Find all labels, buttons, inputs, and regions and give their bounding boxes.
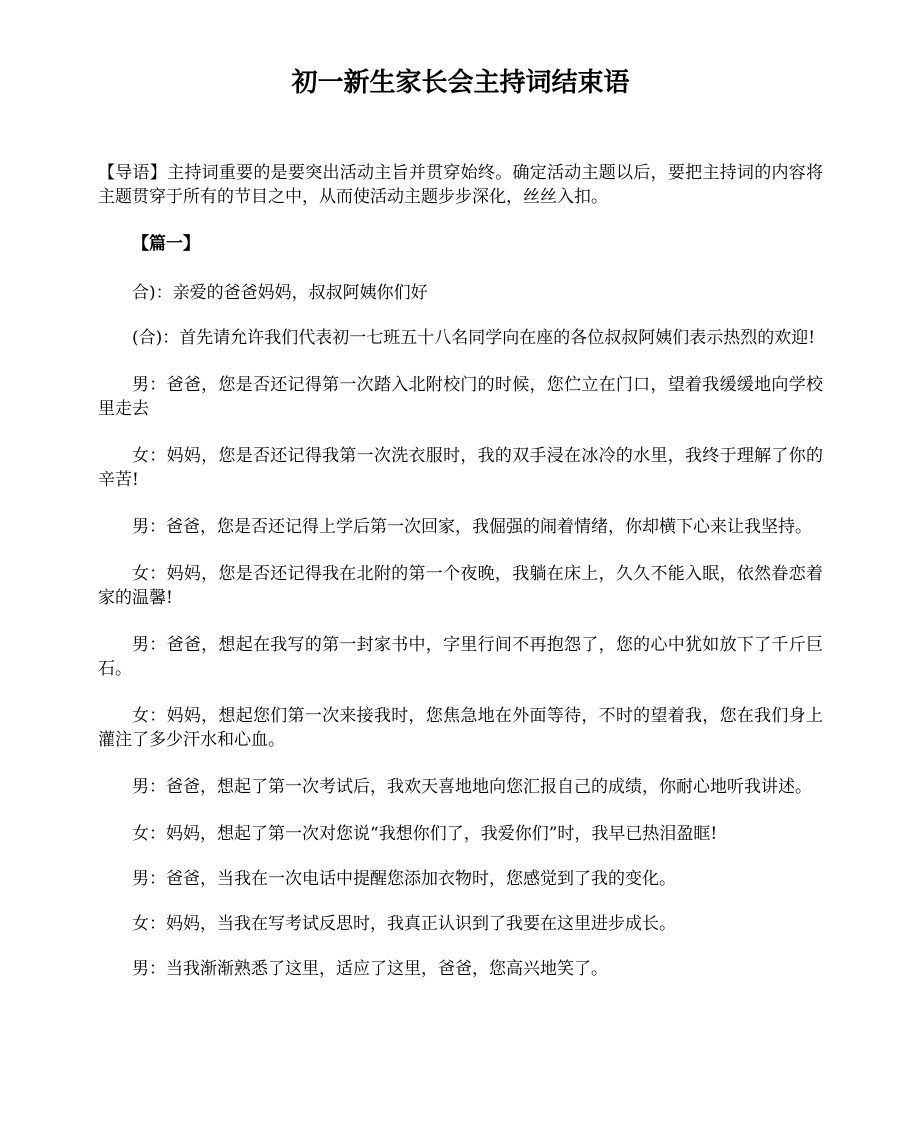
paragraph: 男：当我渐渐熟悉了这里，适应了这里，爸爸，您高兴地笑了。 bbox=[132, 959, 608, 979]
document-title: 初一新生家长会主持词结束语 bbox=[291, 68, 630, 98]
paragraph: 合)：亲爱的爸爸妈妈，叔叔阿姨你们好 bbox=[132, 283, 428, 303]
paragraph: 男：爸爸，想起在我写的第一封家书中，字里行间不再抱怨了，您的心中犹如放下了千斤巨石。 bbox=[98, 635, 823, 679]
document-body bbox=[98, 161, 823, 981]
paragraph: 男：爸爸，您是否还记得上学后第一次回家，我倔强的闹着情绪，你却横下心来让我坚持。 bbox=[132, 517, 812, 537]
section-heading: 【篇一】 bbox=[132, 234, 200, 254]
paragraph: (合)：首先请允许我们代表初一七班五十八名同学向在座的各位叔叔阿姨们表示热烈的欢迎! bbox=[132, 328, 816, 348]
paragraph: 男：爸爸，想起了第一次考试后，我欢天喜地地向您汇报自己的成绩，你耐心地听我讲述。 bbox=[132, 777, 812, 797]
paragraph: 女：妈妈，想起了第一次对您说“我想你们了，我爱你们”时，我早已热泪盈眶! bbox=[132, 824, 718, 844]
paragraph: 女：妈妈，想起您们第一次来接我时，您焦急地在外面等待，不时的望着我，您在我们身上灌注了多少汗水和心血。 bbox=[98, 706, 823, 750]
paragraph: 女：妈妈，当我在写考试反思时，我真正认识到了我要在这里进步成长。 bbox=[132, 914, 676, 934]
paragraph: 女：妈妈，您是否还记得我第一次洗衣服时，我的双手浸在冰冷的水里，我终于理解了你的辛苦! bbox=[98, 446, 823, 490]
paragraph: 男：爸爸，当我在一次电话中提醒您添加衣物时，您感觉到了我的变化。 bbox=[132, 869, 676, 889]
intro-paragraph: 【导语】主持词重要的是要突出活动主旨并贯穿始终。确定活动主题以后，要把主持词的内容将主题贯穿于所有的节目之中，从而使活动主题步步深化，丝丝入扣。 bbox=[98, 163, 823, 207]
paragraph: 女：妈妈，您是否还记得我在北附的第一个夜晚，我躺在床上，久久不能入眠，依然眷恋着家的温馨! bbox=[98, 564, 823, 608]
paragraph: 男：爸爸，您是否还记得第一次踏入北附校门的时候，您伫立在门口，望着我缓缓地向学校里走去 bbox=[98, 375, 823, 419]
